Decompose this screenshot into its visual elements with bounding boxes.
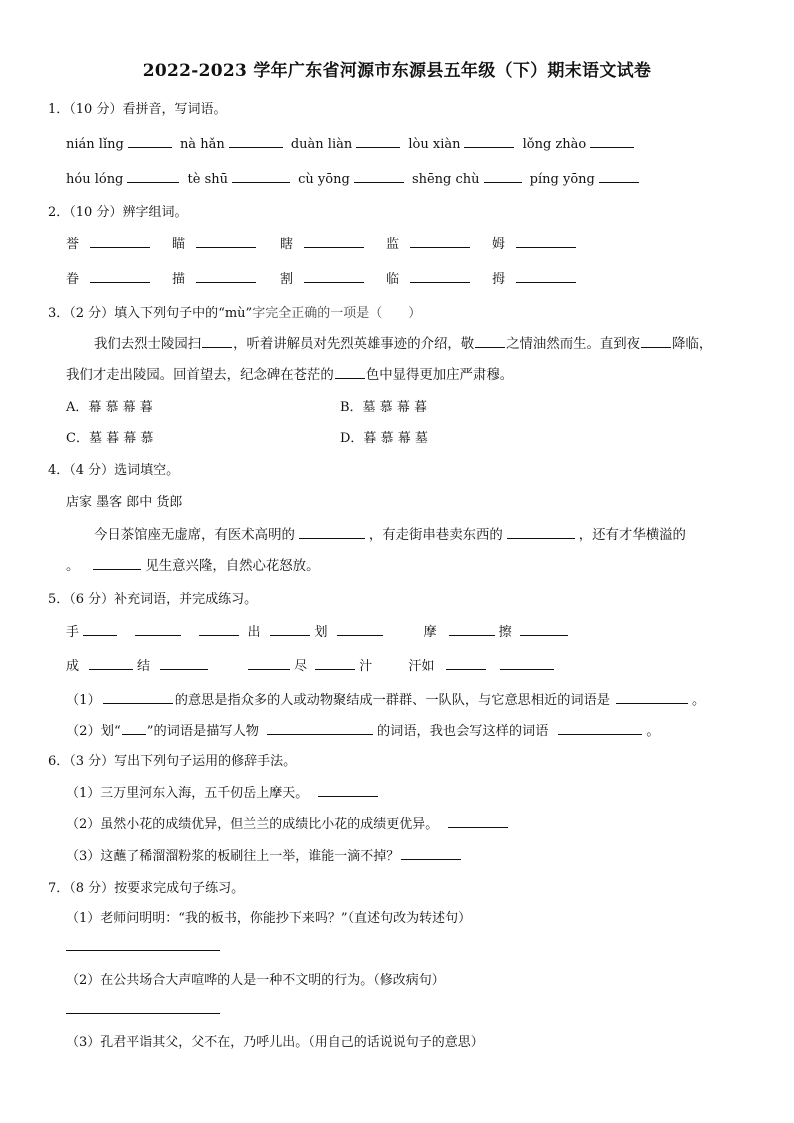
- answer-blank[interactable]: [128, 133, 172, 148]
- q2-item: [386, 233, 474, 252]
- answer-blank[interactable]: [160, 655, 208, 670]
- q2-char: 瞎: [280, 237, 294, 252]
- q2-char: 眷: [66, 272, 80, 287]
- q4-passage-line2: [66, 555, 319, 574]
- text-span: ，听着讲解员对先烈英雄事迹的介绍，敬: [233, 337, 475, 352]
- text-span: 擦: [498, 625, 512, 640]
- answer-blank[interactable]: [401, 845, 461, 860]
- q6-sub2: [66, 813, 512, 832]
- answer-blank[interactable]: [318, 782, 378, 797]
- answer-blank[interactable]: [202, 333, 232, 348]
- answer-blank[interactable]: [196, 268, 256, 283]
- answer-blank[interactable]: [229, 133, 283, 148]
- q1-pinyin: nà hǎn: [179, 137, 225, 152]
- text-span: 尽: [294, 659, 308, 674]
- q3-option-d[interactable]: D．暮 慕 幕 墓: [340, 431, 428, 446]
- answer-blank[interactable]: [267, 720, 373, 735]
- text-span: 见生意兴隆，自然心花怒放。: [145, 559, 320, 574]
- answer-blank[interactable]: [93, 555, 141, 570]
- q5-sub2: [66, 720, 660, 739]
- answer-blank[interactable]: [232, 168, 290, 183]
- answer-blank[interactable]: [315, 655, 355, 670]
- q7-heading: 7．（8 分）按要求完成句子练习。: [48, 881, 245, 896]
- text-span: 我们去烈士陵园扫: [94, 337, 202, 352]
- answer-blank[interactable]: [90, 268, 150, 283]
- q3-passage-line1: [94, 333, 712, 352]
- q1-heading: 1．（10 分）看拼音，写词语。: [48, 102, 227, 117]
- answer-blank[interactable]: [464, 133, 514, 148]
- answer-blank[interactable]: [356, 133, 400, 148]
- q2-item: [492, 268, 580, 287]
- answer-blank[interactable]: [449, 621, 495, 636]
- q5-row2: [66, 655, 558, 674]
- answer-blank[interactable]: [616, 689, 688, 704]
- q1-pinyin: nián lǐng: [66, 137, 124, 152]
- text-span: 之情油然而生。直到夜: [506, 337, 641, 352]
- q2-char: 描: [172, 272, 186, 287]
- q1-pinyin: lǒng zhào: [522, 137, 587, 152]
- text-span: （2）虽然小花的成绩优异，但兰兰的成绩比小花的成绩更优异。: [66, 817, 439, 832]
- text-span: 手: [66, 625, 80, 640]
- q3-heading-quote: “mù”: [218, 306, 253, 321]
- answer-blank[interactable]: [337, 621, 383, 636]
- answer-blank[interactable]: [410, 268, 470, 283]
- q2-item: [280, 268, 368, 287]
- text-span: 汁: [359, 659, 373, 674]
- q2-item: [66, 233, 154, 252]
- answer-blank[interactable]: [520, 621, 568, 636]
- text-span: 色中显得更加庄严肃穆。: [365, 368, 514, 383]
- answer-line[interactable]: [66, 1013, 220, 1014]
- q2-heading: 2．（10 分）辨字组词。: [48, 205, 188, 220]
- q3-heading-pre: 3．（2 分）填入下列句子中的: [48, 306, 219, 321]
- answer-blank[interactable]: [500, 655, 554, 670]
- q3-heading-post: 字完全正确的一项是（ ）: [252, 306, 422, 321]
- q2-item: [492, 233, 580, 252]
- answer-blank[interactable]: [354, 168, 404, 183]
- q6-heading: 6．（3 分）写出下列句子运用的修辞手法。: [48, 754, 297, 769]
- q2-char: 姆: [492, 237, 506, 252]
- answer-blank[interactable]: [89, 655, 133, 670]
- text-span: 汗如: [408, 659, 435, 674]
- q4-word-bank: 店家 墨客 郎中 货郎: [66, 495, 183, 510]
- q1-pinyin: hóu lóng: [66, 172, 124, 187]
- q2-char: 监: [386, 237, 400, 252]
- q3-option-c[interactable]: C．墓 暮 幕 慕: [66, 431, 154, 446]
- q2-char: 誉: [66, 237, 80, 252]
- answer-blank[interactable]: [558, 720, 642, 735]
- q1-pinyin: duàn liàn: [290, 137, 353, 152]
- answer-blank[interactable]: [448, 813, 508, 828]
- answer-blank[interactable]: [507, 524, 575, 539]
- answer-blank[interactable]: [103, 689, 173, 704]
- answer-blank[interactable]: [590, 133, 634, 148]
- q5-heading: 5．（6 分）补充词语，并完成练习。: [48, 592, 258, 607]
- q1-pinyin: cù yōng: [298, 172, 350, 187]
- text-span: 成: [66, 659, 80, 674]
- page-title: 2022-2023 学年广东省河源市东源县五年级（下）期末语文试卷: [142, 61, 652, 81]
- answer-blank[interactable]: [335, 364, 365, 379]
- q3-option-a[interactable]: A．幕 慕 幕 暮: [66, 400, 153, 415]
- answer-blank[interactable]: [83, 621, 117, 636]
- answer-line[interactable]: [66, 950, 220, 951]
- text-span: ，有走街串巷卖东西的: [368, 528, 503, 543]
- text-span: （2）划“: [66, 724, 121, 739]
- text-span: ，还有才华横溢的: [578, 528, 686, 543]
- answer-blank[interactable]: [299, 524, 365, 539]
- q2-item: [66, 268, 154, 287]
- q2-char: 割: [280, 272, 294, 287]
- q6-sub3: [66, 845, 465, 864]
- answer-blank[interactable]: [475, 333, 505, 348]
- answer-blank[interactable]: [199, 621, 239, 636]
- answer-blank[interactable]: [641, 333, 671, 348]
- q3-option-b[interactable]: B．墓 慕 幕 暮: [340, 400, 427, 415]
- q2-item: [386, 268, 474, 287]
- answer-blank[interactable]: [122, 720, 146, 735]
- answer-blank[interactable]: [446, 655, 486, 670]
- text-span: 划: [314, 625, 328, 640]
- answer-blank[interactable]: [484, 168, 522, 183]
- text-span: 。: [646, 724, 660, 739]
- q2-char: 临: [386, 272, 400, 287]
- answer-blank[interactable]: [127, 168, 179, 183]
- q2-item: [280, 233, 368, 252]
- text-span: 我们才走出陵园。回首望去，纪念碑在苍茫的: [66, 368, 334, 383]
- answer-blank[interactable]: [599, 168, 639, 183]
- q6-sub1: [66, 782, 382, 801]
- q4-passage-line1: [94, 524, 686, 543]
- answer-blank[interactable]: [516, 268, 576, 283]
- q5-sub1: [66, 689, 705, 708]
- text-span: （1）: [66, 693, 101, 708]
- text-span: 今日茶馆座无虚席，有医术高明的: [94, 528, 295, 543]
- text-span: （1）三万里河东入海，五千仞岳上摩天。: [66, 786, 309, 801]
- q2-char: 瞄: [172, 237, 186, 252]
- answer-blank[interactable]: [516, 233, 576, 248]
- answer-blank[interactable]: [135, 621, 181, 636]
- text-span: 。: [66, 559, 80, 574]
- answer-blank[interactable]: [248, 655, 290, 670]
- text-span: （3）这蘸了稀溜溜粉浆的板刷往上一举，谁能一滴不掉？: [66, 849, 400, 864]
- text-span: 摩: [423, 625, 437, 640]
- q7-sub1: （1）老师问明明：“我的板书，你能抄下来吗？”（直述句改为转述句）: [66, 911, 472, 926]
- text-span: 。: [691, 693, 706, 708]
- q5-row1: [66, 621, 572, 640]
- q7-sub2: （2）在公共场合大声喧哗的人是一种不文明的行为。（修改病句）: [66, 973, 445, 988]
- q3-passage-line2: [66, 364, 513, 383]
- answer-blank[interactable]: [196, 233, 256, 248]
- answer-blank[interactable]: [410, 233, 470, 248]
- text-span: 的意思是指众多的人或动物聚结成一群群、一队队，与它意思相近的词语是: [174, 693, 610, 708]
- answer-blank[interactable]: [304, 233, 364, 248]
- answer-blank[interactable]: [90, 233, 150, 248]
- q1-row1: [66, 133, 638, 152]
- q2-item: [172, 268, 260, 287]
- q1-row2: [66, 168, 643, 187]
- answer-blank[interactable]: [304, 268, 364, 283]
- q1-pinyin: shēng chù: [411, 172, 480, 187]
- q1-pinyin: lòu xiàn: [408, 137, 461, 152]
- text-span: 的词语，我也会写这样的词语: [376, 724, 549, 739]
- q7-sub3: （3）孔君平诣其父，父不在，乃呼儿出。（用自己的话说说句子的意思）: [66, 1035, 484, 1050]
- q1-pinyin: píng yōng: [529, 172, 595, 187]
- answer-blank[interactable]: [270, 621, 310, 636]
- q2-item: [172, 233, 260, 252]
- q1-pinyin: tè shū: [187, 172, 228, 187]
- text-span: 降临，: [672, 337, 713, 352]
- text-span: 出: [247, 625, 261, 640]
- q4-heading: 4．（4 分）选词填空。: [48, 463, 180, 478]
- text-span: 结: [137, 659, 151, 674]
- q2-char: 拇: [492, 272, 506, 287]
- q3-heading: [48, 302, 421, 321]
- text-span: ”的词语是描写人物: [146, 724, 259, 739]
